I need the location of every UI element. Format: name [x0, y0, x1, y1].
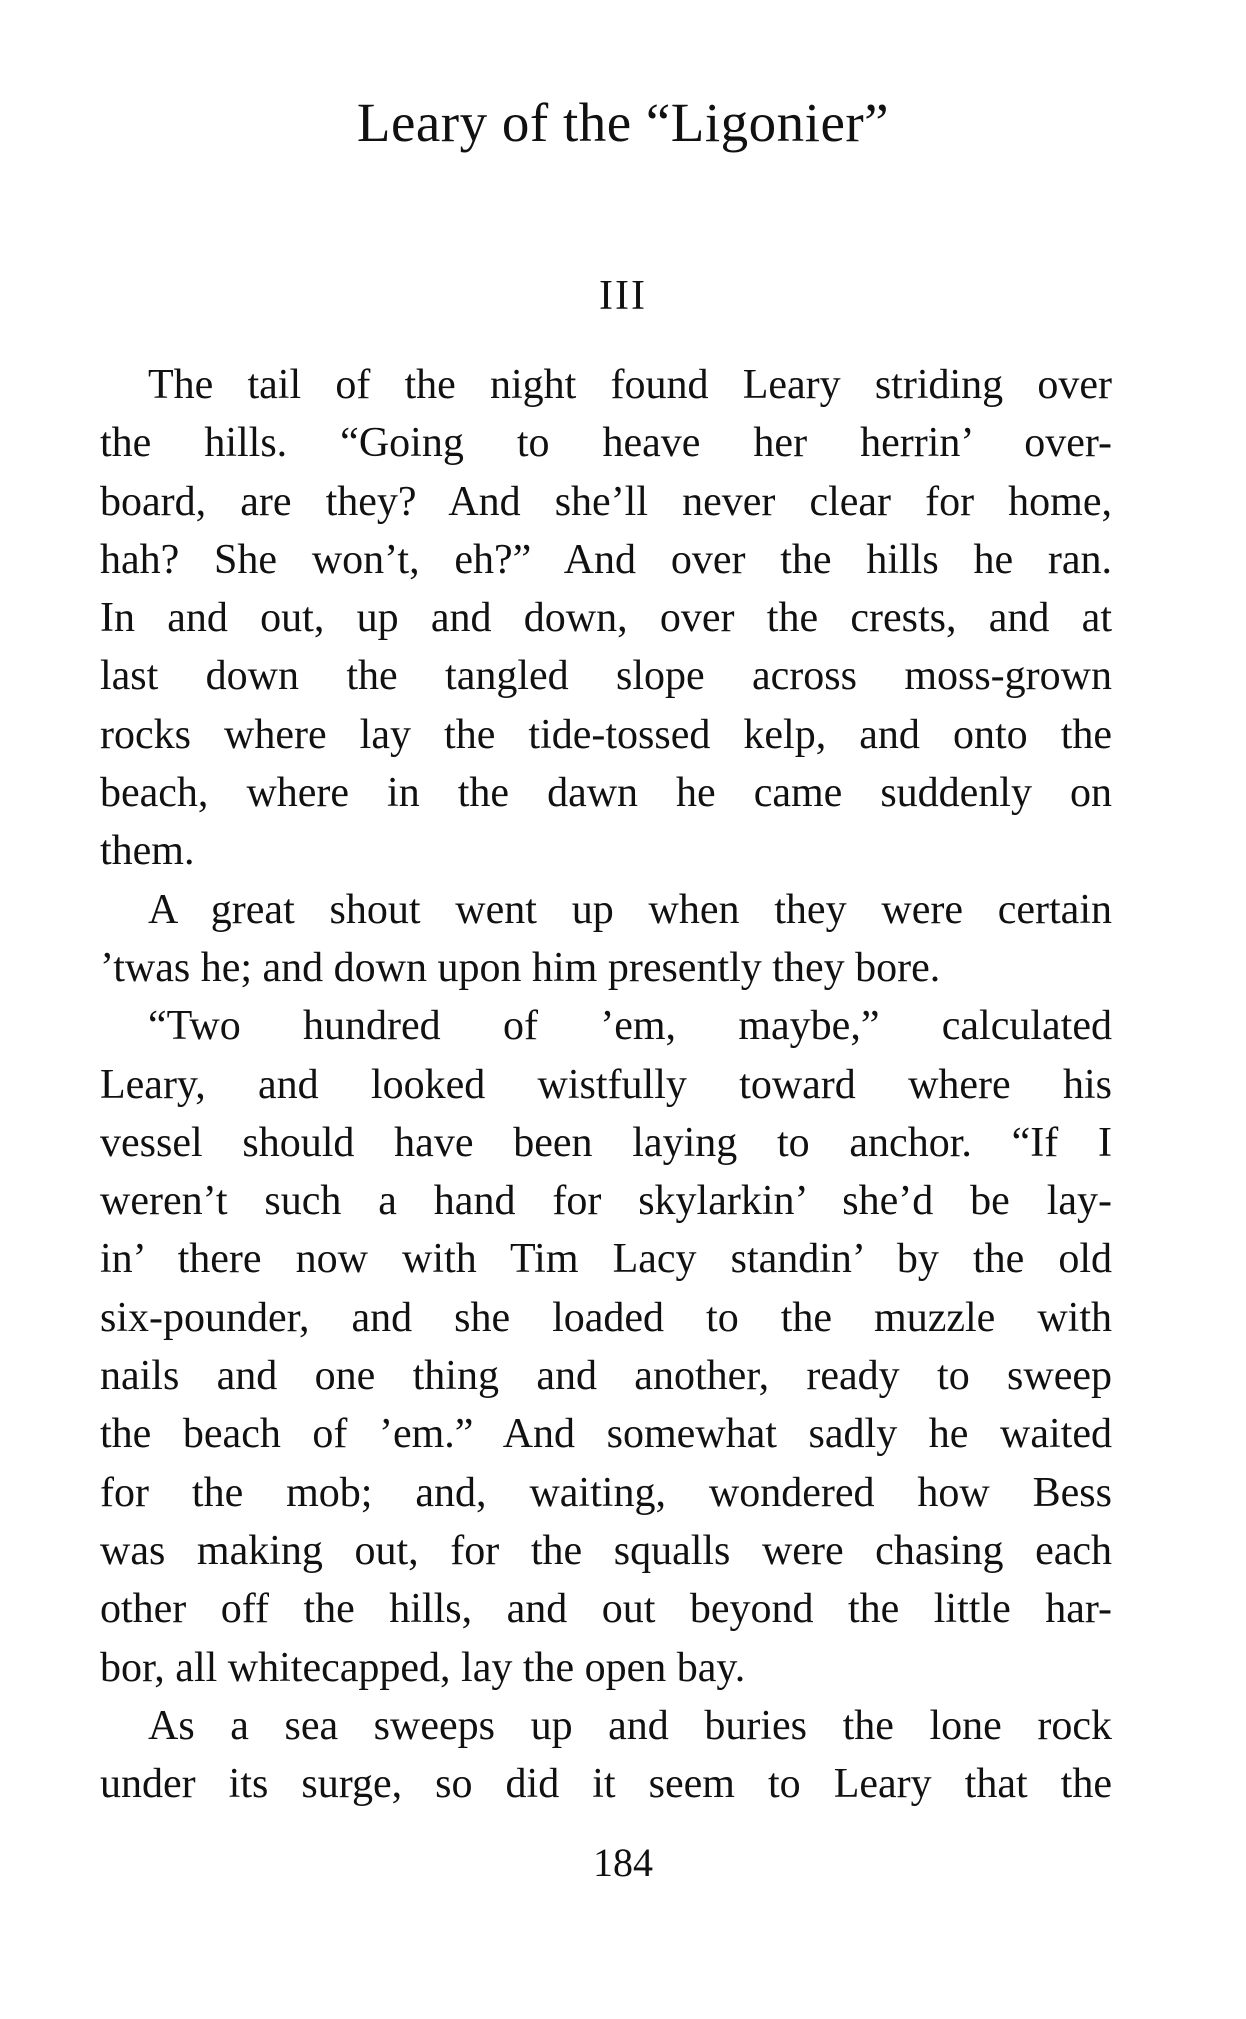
text-line: rocks where lay the tide-tossed kelp, and onto the — [100, 711, 1112, 758]
text-line: Leary, and looked wistfully toward where his — [100, 1061, 1112, 1108]
text-line: “Two hundred of ’em, maybe,” calculated — [148, 1003, 1112, 1050]
text-line: nails and one thing and another, ready to sweep — [100, 1353, 1112, 1400]
text-line: The tail of the night found Leary striding over — [148, 362, 1112, 408]
text-line: under its surge, so did it seem to Leary that the — [100, 1761, 1112, 1808]
text-line: last down the tangled slope across moss-grown — [100, 653, 1112, 700]
text-line: in’ there now with Tim Lacy standin’ by the old — [100, 1236, 1112, 1283]
text-line: other off the hills, and out beyond the little har- — [100, 1586, 1112, 1633]
text-line: bor, all whitecapped, lay the open bay. — [100, 1644, 746, 1691]
section-number: III — [599, 273, 647, 319]
text-line: ’twas he; and down upon him presently they bore. — [100, 944, 941, 991]
text-line: was making out, for the squalls were chasing each — [100, 1527, 1112, 1574]
text-line: six-pounder, and she loaded to the muzzle with — [100, 1294, 1112, 1341]
text-line: for the mob; and, waiting, wondered how Bess — [100, 1469, 1112, 1516]
text-line: the hills. “Going to heave her herrin’ over- — [100, 420, 1112, 467]
text-line: vessel should have been laying to anchor. “If I — [100, 1119, 1112, 1166]
text-line: In and out, up and down, over the crests, and at — [100, 595, 1112, 642]
text-line: As a sea sweeps up and buries the lone rock — [148, 1702, 1112, 1749]
text-line: weren’t such a hand for skylarkin’ she’d be lay- — [100, 1178, 1112, 1225]
text-line: A great shout went up when they were certain — [148, 886, 1112, 933]
body-text — [100, 356, 1112, 1813]
text-line: beach, where in the dawn he came suddenly on — [100, 770, 1112, 817]
text-line: the beach of ’em.” And somewhat sadly he waited — [100, 1411, 1112, 1458]
running-head: Leary of the “Ligonier” — [356, 92, 890, 153]
text-line: board, are they? And she’ll never clear for home, — [100, 478, 1112, 525]
text-line: hah? She won’t, eh?” And over the hills he ran. — [100, 536, 1112, 583]
page-number: 184 — [593, 1840, 653, 1885]
text-line: them. — [100, 828, 195, 875]
